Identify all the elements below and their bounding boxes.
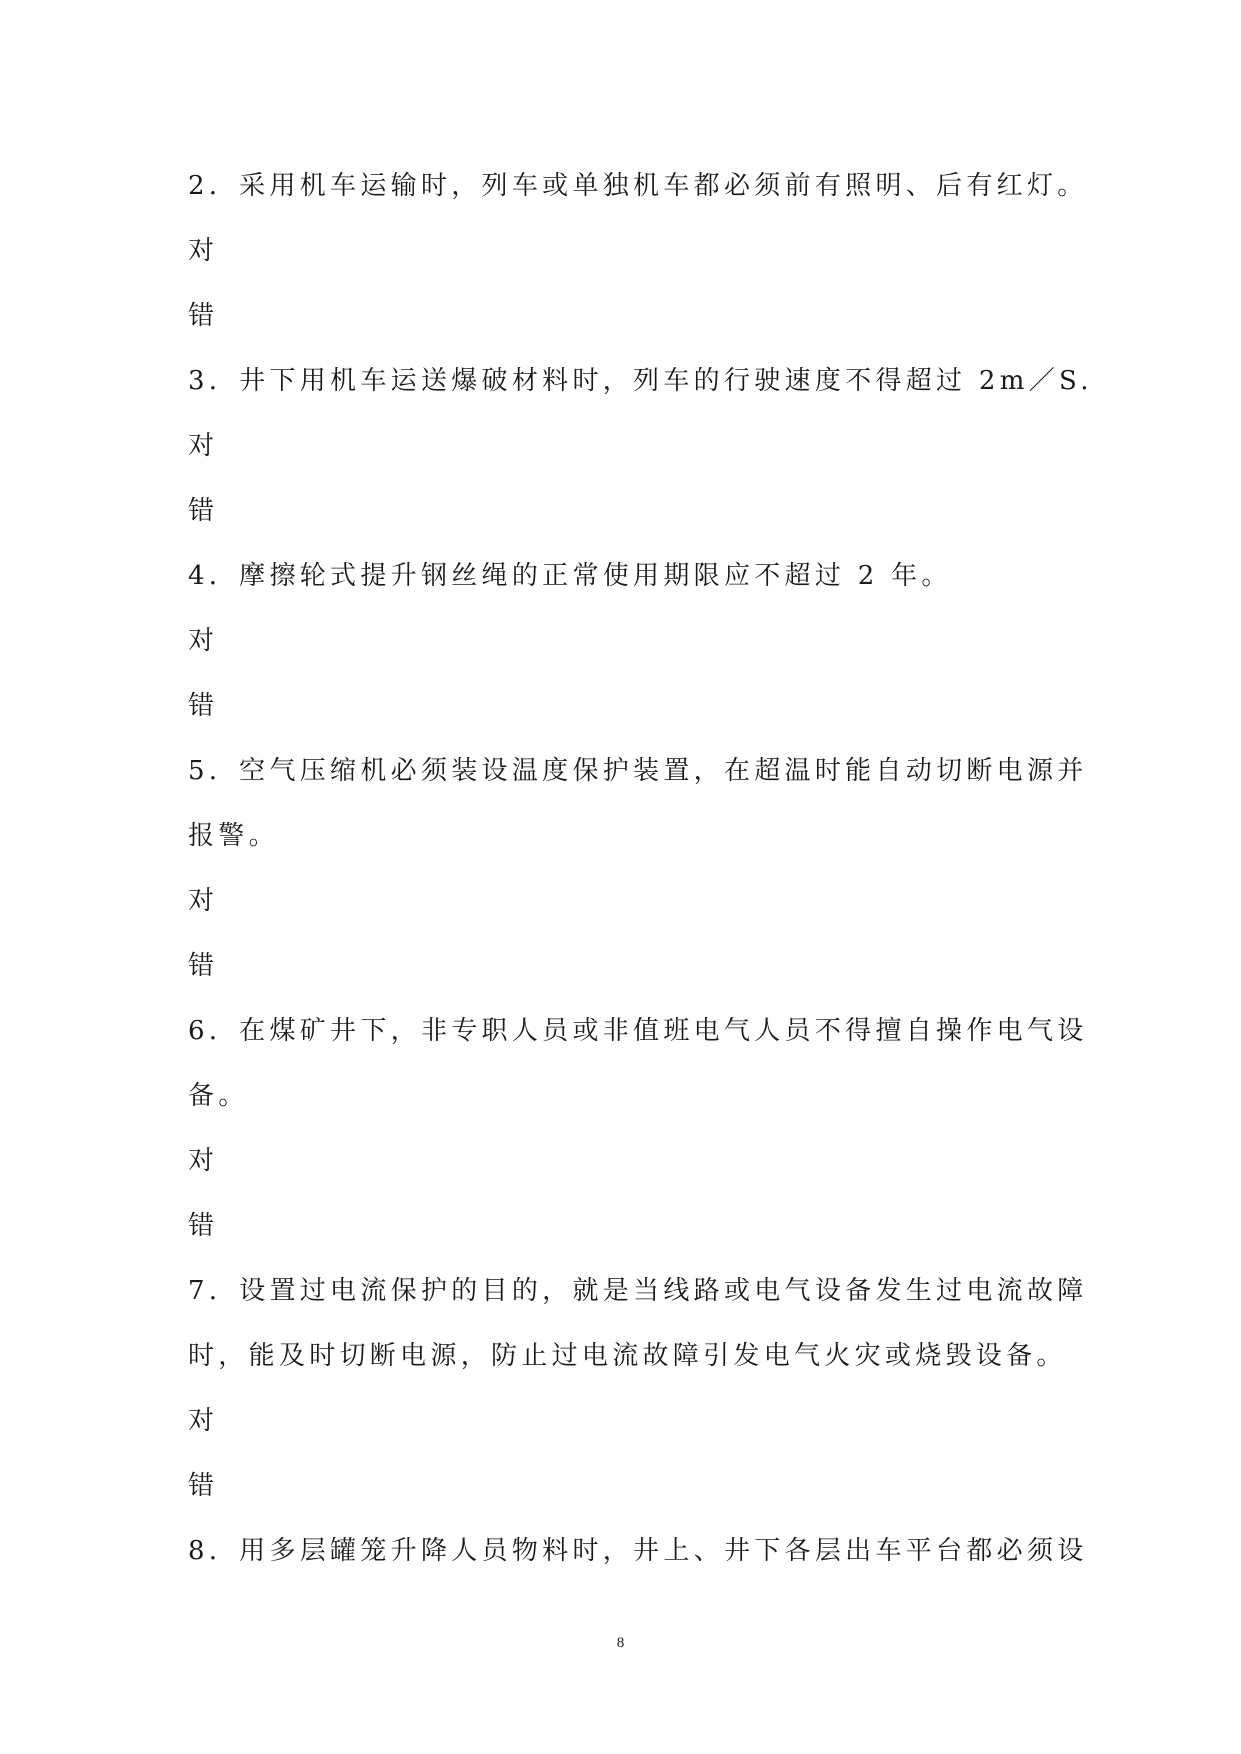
question-7-text-continued: 时，能及时切断电源，防止过电流故障引发电气火灾或烧毁设备。 — [188, 1341, 1067, 1371]
question-3-option-false: 错 — [188, 496, 219, 526]
question-2-option-false: 错 — [188, 301, 219, 331]
question-5-option-true: 对 — [188, 886, 219, 916]
question-2-option-true: 对 — [188, 236, 219, 266]
question-6-text: 6．在煤矿井下，非专职人员或非值班电气人员不得擅自操作电气设 — [188, 1016, 1088, 1046]
question-8-text: 8．用多层罐笼升降人员物料时，井上、井下各层出车平台都必须设 — [188, 1536, 1088, 1566]
question-7-option-true: 对 — [188, 1406, 219, 1436]
question-3-option-true: 对 — [188, 431, 219, 461]
question-4-option-true: 对 — [188, 626, 219, 656]
question-7-text: 7．设置过电流保护的目的，就是当线路或电气设备发生过电流故障 — [188, 1276, 1088, 1306]
question-6-option-false: 错 — [188, 1211, 219, 1241]
question-6-text-continued: 备。 — [188, 1081, 249, 1111]
question-5-option-false: 错 — [188, 951, 219, 981]
question-5-text: 5．空气压缩机必须装设温度保护装置，在超温时能自动切断电源并 — [188, 756, 1088, 786]
question-6-option-true: 对 — [188, 1146, 219, 1176]
page-number: 8 — [616, 1635, 625, 1651]
question-2-text: 2．采用机车运输时，列车或单独机车都必须前有照明、后有红灯。 — [188, 171, 1088, 201]
question-3-text: 3．井下用机车运送爆破材料时，列车的行驶速度不得超过 2m／S. — [188, 366, 1093, 396]
question-7-option-false: 错 — [188, 1471, 219, 1501]
page-content — [188, 154, 1093, 1584]
question-5-text-continued: 报警。 — [188, 821, 279, 851]
question-4-text: 4．摩擦轮式提升钢丝绳的正常使用期限应不超过 2 年。 — [188, 561, 952, 591]
question-4-option-false: 错 — [188, 691, 219, 721]
